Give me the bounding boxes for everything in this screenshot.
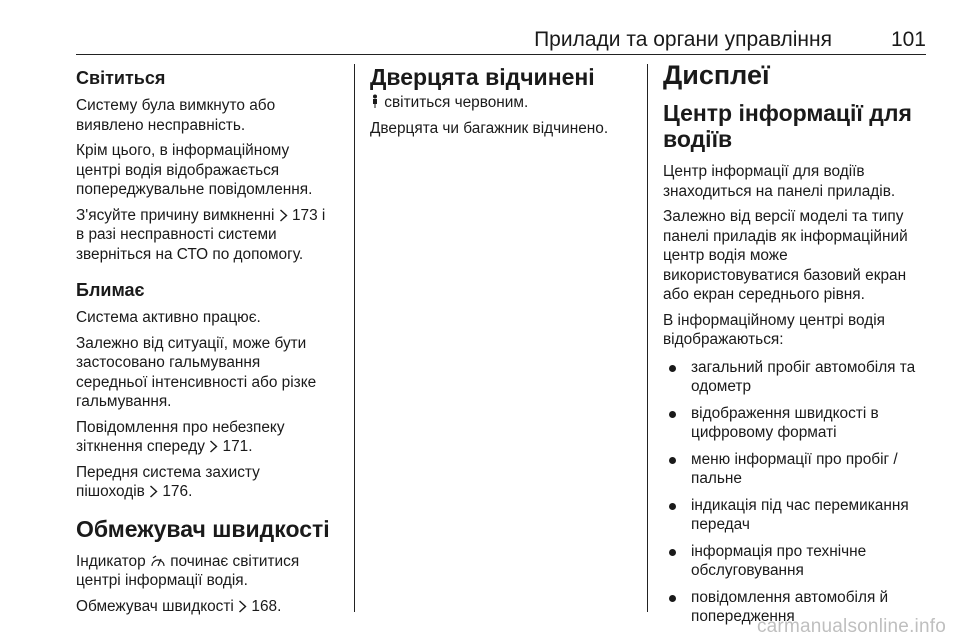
paragraph-with-ref: Повідомлення про небезпеку зіткнення спереду 171.: [76, 418, 285, 455]
info-bullet-list: [663, 358, 931, 627]
page-ref[interactable]: 168: [251, 597, 278, 615]
speed-limiter-icon: [150, 554, 166, 568]
reference-arrow-icon: [279, 209, 288, 222]
list-item: меню інформації про пробіг / пальне: [663, 450, 931, 489]
heading-on: Світиться: [76, 68, 166, 88]
column-1: [76, 60, 348, 622]
paragraph-with-ref: Передня система захисту пішоходів 176.: [76, 463, 260, 500]
reference-arrow-icon: [238, 600, 247, 613]
heading-doors-open: Дверцята відчинені: [370, 64, 595, 90]
paragraph-with-ref: З'ясуйте причину вимкненні 173 і в разі несправності системи зверніться на СТО по допомогу.: [76, 206, 326, 263]
paragraph: Залежно від версії моделі та типу панелі приладів як інформаційний центр водія може використовуватися базовий екран або екран середнього рівня.: [663, 208, 908, 303]
paragraph-with-ref: Обмежувач швидкості 168.: [76, 597, 282, 615]
paragraph: Систему була вимкнуто або виявлено несправність.: [76, 97, 276, 134]
page-ref[interactable]: 173: [291, 206, 318, 224]
paragraph-with-icon: Індикатор починає світитися центрі інформації водія.: [76, 552, 300, 589]
list-item: загальний пробіг автомобіля та одометр: [663, 358, 931, 397]
heading-blink: Блимає: [76, 280, 145, 300]
heading-speed-limiter: Обмежувач швидкості: [76, 515, 330, 542]
watermark: carmanualsonline.info: [756, 616, 946, 637]
column-2: [370, 60, 636, 144]
reference-arrow-icon: [209, 440, 218, 453]
column-divider-1: [354, 64, 355, 612]
column-3: [663, 60, 931, 634]
paragraph: Дверцята чи багажник відчинено.: [370, 119, 609, 137]
section-title: Прилади та органи управління: [534, 28, 832, 51]
page-header: [76, 26, 926, 55]
door-open-icon: [370, 94, 380, 109]
column-divider-2: [647, 64, 648, 612]
reference-arrow-icon: [149, 485, 158, 498]
list-item: повідомлення автомобіля й попередження: [663, 588, 931, 627]
paragraph: Крім цього, в інформаційному центрі водія відображається попереджувальне повідомлення.: [76, 142, 313, 198]
paragraph: Залежно від ситуації, може бути застосовано гальмування середньої інтенсивності або різке гальмування.: [76, 334, 317, 410]
paragraph: Система активно працює.: [76, 309, 261, 326]
paragraph-with-icon: світиться червоним.: [370, 93, 636, 113]
list-item: відображення швидкості в цифровому форматі: [663, 404, 931, 443]
page-number: 101: [890, 28, 926, 51]
page-ref[interactable]: 171: [222, 438, 249, 455]
paragraph: В інформаційному центрі водія відображаються:: [663, 311, 885, 348]
heading-driver-info-center: Центр інформації для водіїв: [663, 100, 912, 152]
list-item: інформація про технічне обслуговування: [663, 542, 931, 581]
list-item: індикація під час перемикання передач: [663, 496, 931, 535]
paragraph: Центр інформації для водіїв знаходиться на панелі приладів.: [663, 163, 896, 200]
page-ref[interactable]: 176: [162, 483, 189, 500]
heading-displays: Дисплеї: [663, 60, 770, 90]
